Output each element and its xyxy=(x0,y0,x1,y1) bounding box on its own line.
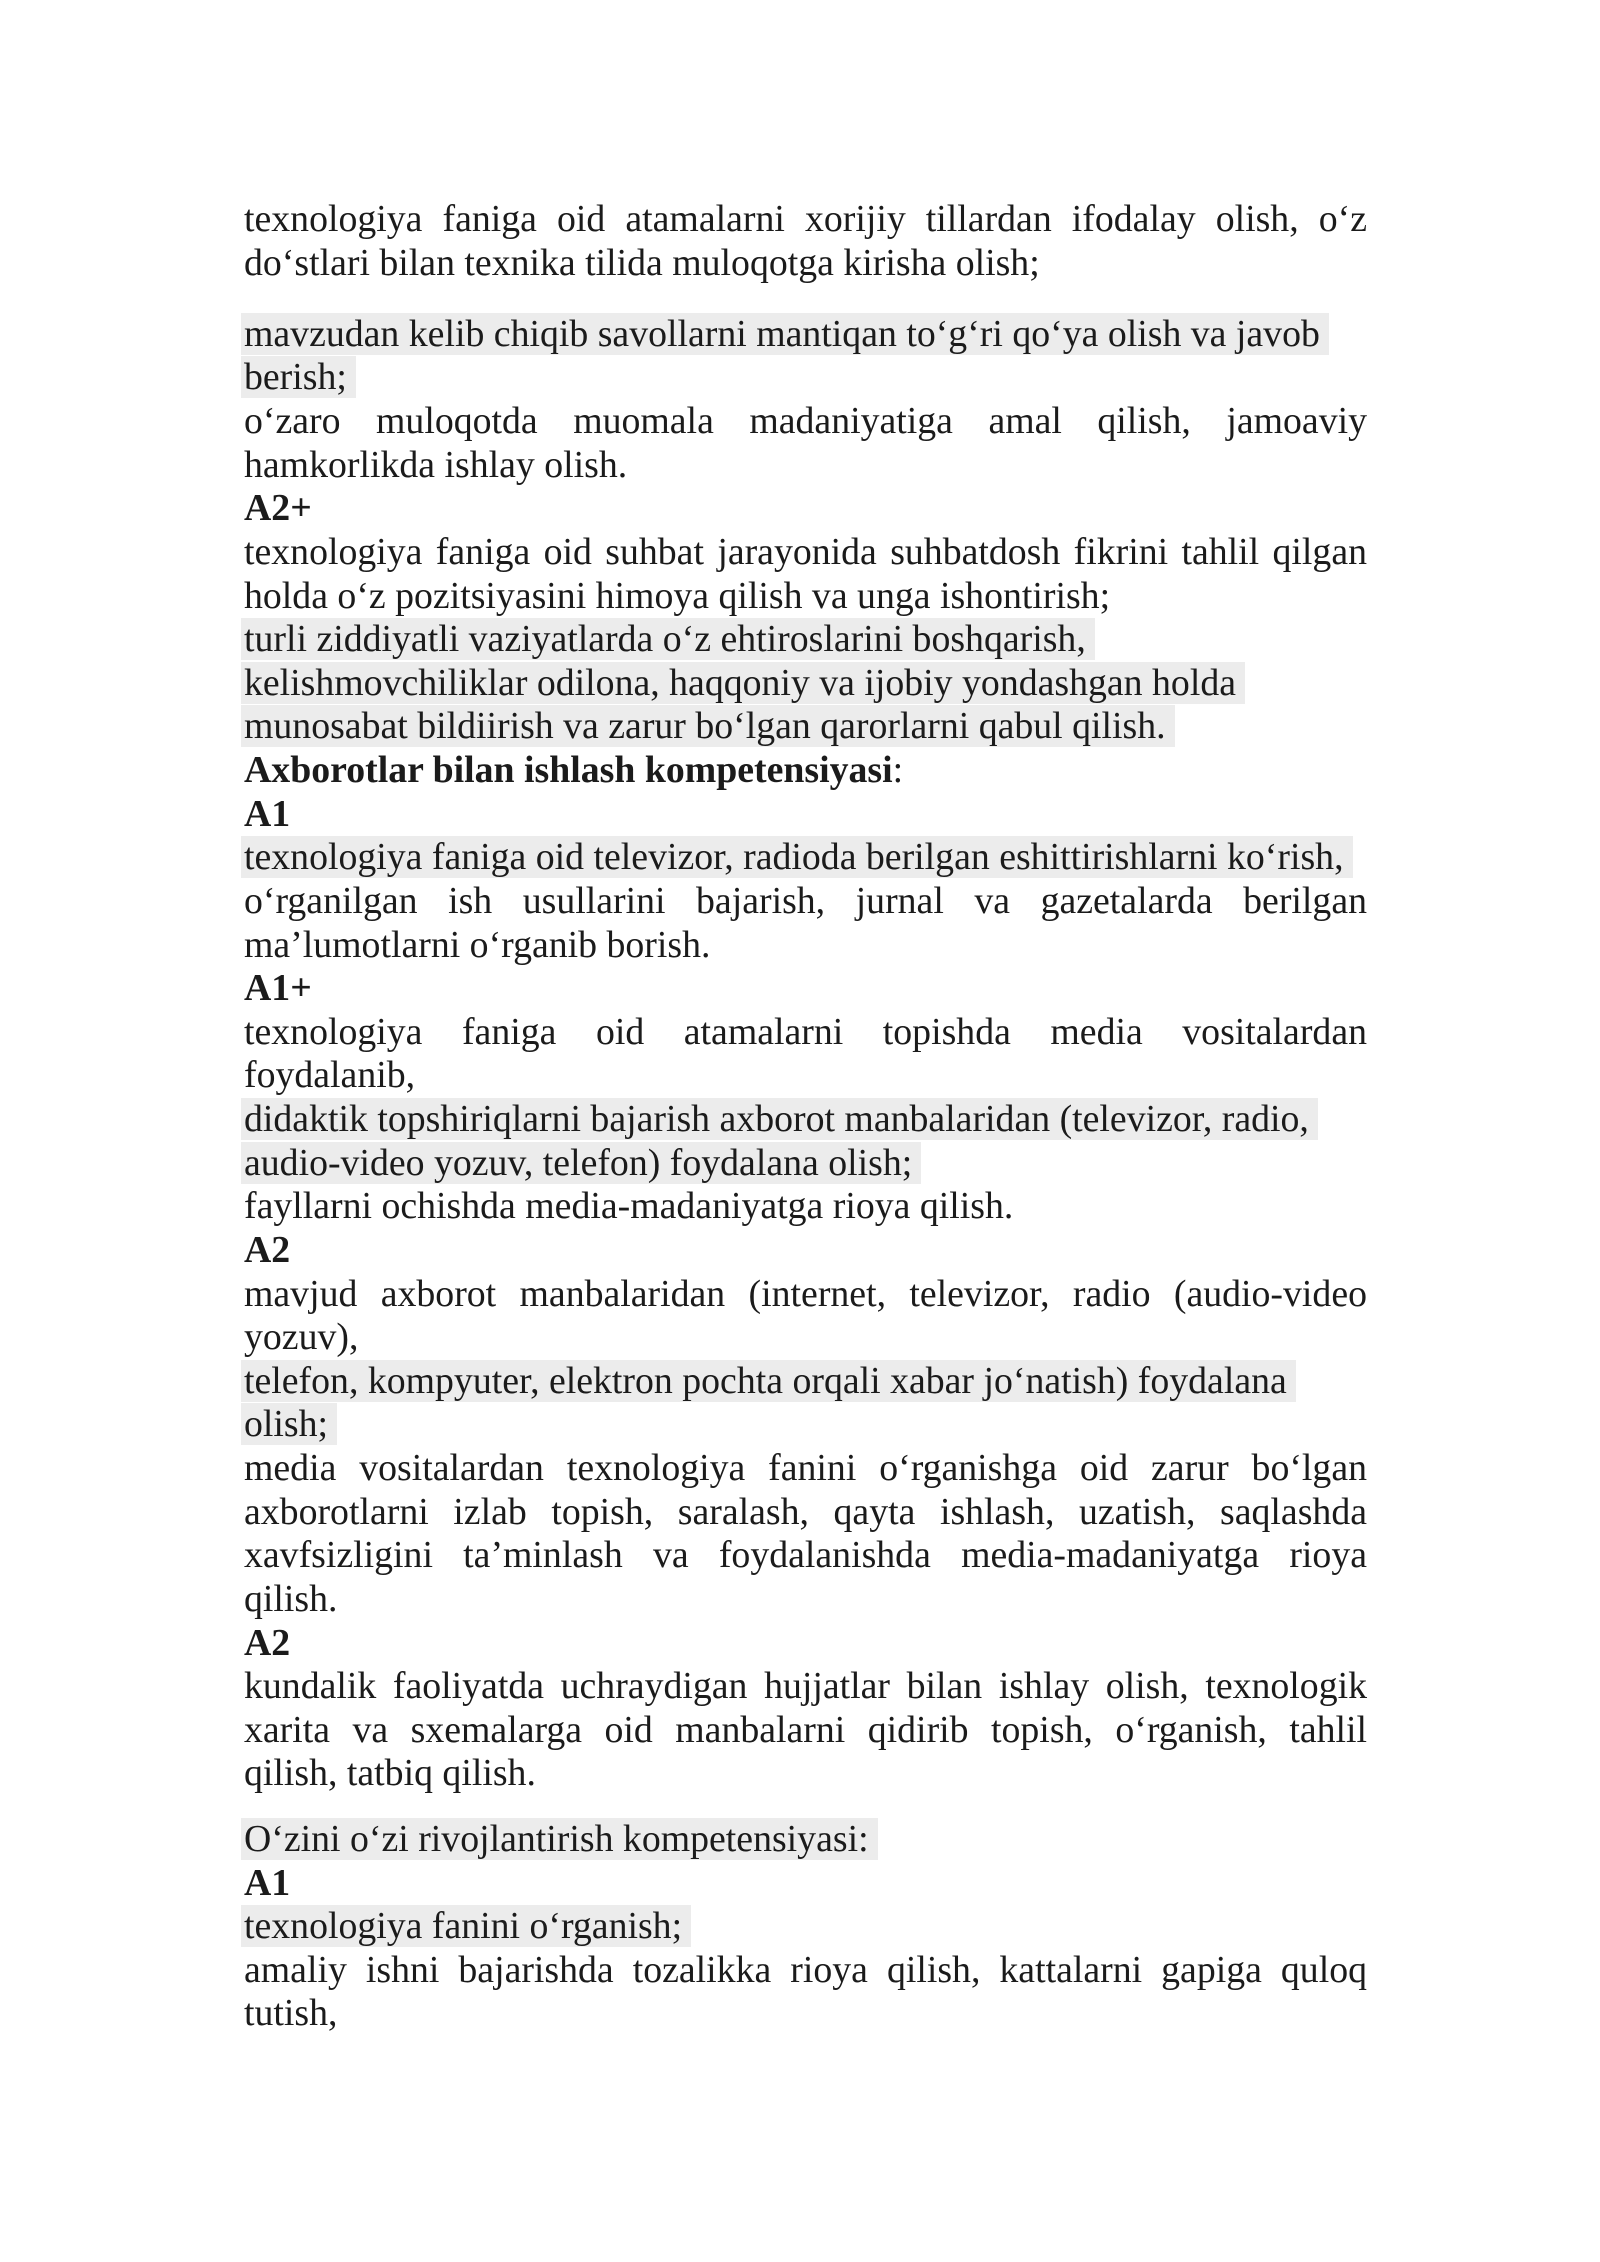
text-line xyxy=(244,662,1367,706)
text-line: texnologiya faniga oid atamalarni topishda media vositalardan xyxy=(244,1010,1367,1053)
highlighted-text: O‘zini o‘zi rivojlantirish kompetensiyasi: xyxy=(241,1818,878,1860)
text-line xyxy=(244,1905,1367,1949)
section-heading-title: Axborotlar bilan ishlash kompetensiyasi xyxy=(244,749,893,792)
text-line: texnologiya faniga oid atamalarni xorijiy tillardan ifodalay olish, o‘z xyxy=(244,198,1367,240)
highlighted-text: kelishmovchiliklar odilona, haqqoniy va ijobiy yondashgan holda xyxy=(241,662,1245,704)
section-heading xyxy=(244,749,1367,793)
highlighted-text: texnologiya faniga oid televizor, radioda berilgan eshittirishlarni ko‘rish, xyxy=(241,836,1353,878)
level-heading: A2+ xyxy=(244,487,312,530)
text-line: xavfsizligini ta’minlash va foydalanishda media-madaniyatga rioya xyxy=(244,1534,1367,1577)
text-line: foydalanib, xyxy=(244,1054,416,1097)
text-line xyxy=(244,1142,1367,1186)
text-line: xarita va sxemalarga oid manbalarni qidirib topish, o‘rganish, tahlil xyxy=(244,1708,1367,1751)
text-line: qilish. xyxy=(244,1577,338,1620)
highlighted-text: texnologiya fanini o‘rganish; xyxy=(241,1905,691,1947)
highlighted-text: berish; xyxy=(241,356,356,398)
text-line: kundalik faoliyatda uchraydigan hujjatlar bilan ishlay olish, texnologik xyxy=(244,1665,1367,1708)
text-line: tutish, xyxy=(244,1992,338,2035)
text-line: hamkorlikda ishlay olish. xyxy=(244,443,628,486)
text-line xyxy=(244,356,1367,400)
highlighted-text: telefon, kompyuter, elektron pochta orqali xabar jo‘natish) foydalana xyxy=(241,1360,1296,1402)
highlighted-text: mavzudan kelib chiqib savollarni mantiqan to‘g‘ri qo‘ya olish va javob xyxy=(241,313,1329,355)
text-line: yozuv), xyxy=(244,1316,359,1359)
text-line: do‘stlari bilan texnika tilida muloqotga kirisha olish; xyxy=(244,241,1040,284)
text-line xyxy=(244,313,1367,357)
level-heading: A1 xyxy=(244,792,291,835)
highlighted-text: didaktik topshiriqlarni bajarish axborot manbalaridan (televizor, radio, xyxy=(241,1098,1318,1140)
highlighted-text: munosabat bildiirish va zarur bo‘lgan qarorlarni qabul qilish. xyxy=(241,705,1175,747)
text-line xyxy=(244,1360,1367,1404)
highlighted-text: audio-video yozuv, telefon) foydalana olish; xyxy=(241,1142,921,1184)
level-heading: A1 xyxy=(244,1861,291,1904)
text-line: axborotlarni izlab topish, saralash, qayta ishlash, uzatish, saqlashda xyxy=(244,1490,1367,1533)
level-heading: A2 xyxy=(244,1228,291,1271)
section-heading xyxy=(244,1818,1367,1862)
level-heading: A2 xyxy=(244,1621,291,1664)
text-line: holda o‘z pozitsiyasini himoya qilish va unga ishontirish; xyxy=(244,574,1111,617)
text-line: amaliy ishni bajarishda tozalikka rioya qilish, kattalarni gapiga quloq xyxy=(244,1948,1367,1991)
section-heading-colon: : xyxy=(892,749,904,792)
text-line xyxy=(244,836,1367,880)
text-line: o‘rganilgan ish usullarini bajarish, jurnal va gazetalarda berilgan xyxy=(244,879,1367,922)
text-line: o‘zaro muloqotda muomala madaniyatiga amal qilish, jamoaviy xyxy=(244,400,1367,443)
text-line xyxy=(244,705,1367,749)
text-line: qilish, tatbiq qilish. xyxy=(244,1752,536,1795)
text-line xyxy=(244,1098,1367,1142)
level-heading: A1+ xyxy=(244,967,312,1010)
highlighted-text: olish; xyxy=(241,1403,337,1445)
text-line: mavjud axborot manbalaridan (internet, televizor, radio (audio-video xyxy=(244,1272,1367,1315)
text-line xyxy=(244,1403,1367,1447)
document-page xyxy=(244,198,1367,2036)
text-line: ma’lumotlarni o‘rganib borish. xyxy=(244,923,711,966)
text-line: texnologiya faniga oid suhbat jarayonida suhbatdosh fikrini tahlil qilgan xyxy=(244,530,1367,573)
highlighted-text: turli ziddiyatli vaziyatlarda o‘z ehtiroslarini boshqarish, xyxy=(241,618,1095,660)
text-line: media vositalardan texnologiya fanini o‘rganishga oid zarur bo‘lgan xyxy=(244,1447,1367,1490)
text-line xyxy=(244,618,1367,662)
text-line: fayllarni ochishda media-madaniyatga rioya qilish. xyxy=(244,1185,1014,1228)
